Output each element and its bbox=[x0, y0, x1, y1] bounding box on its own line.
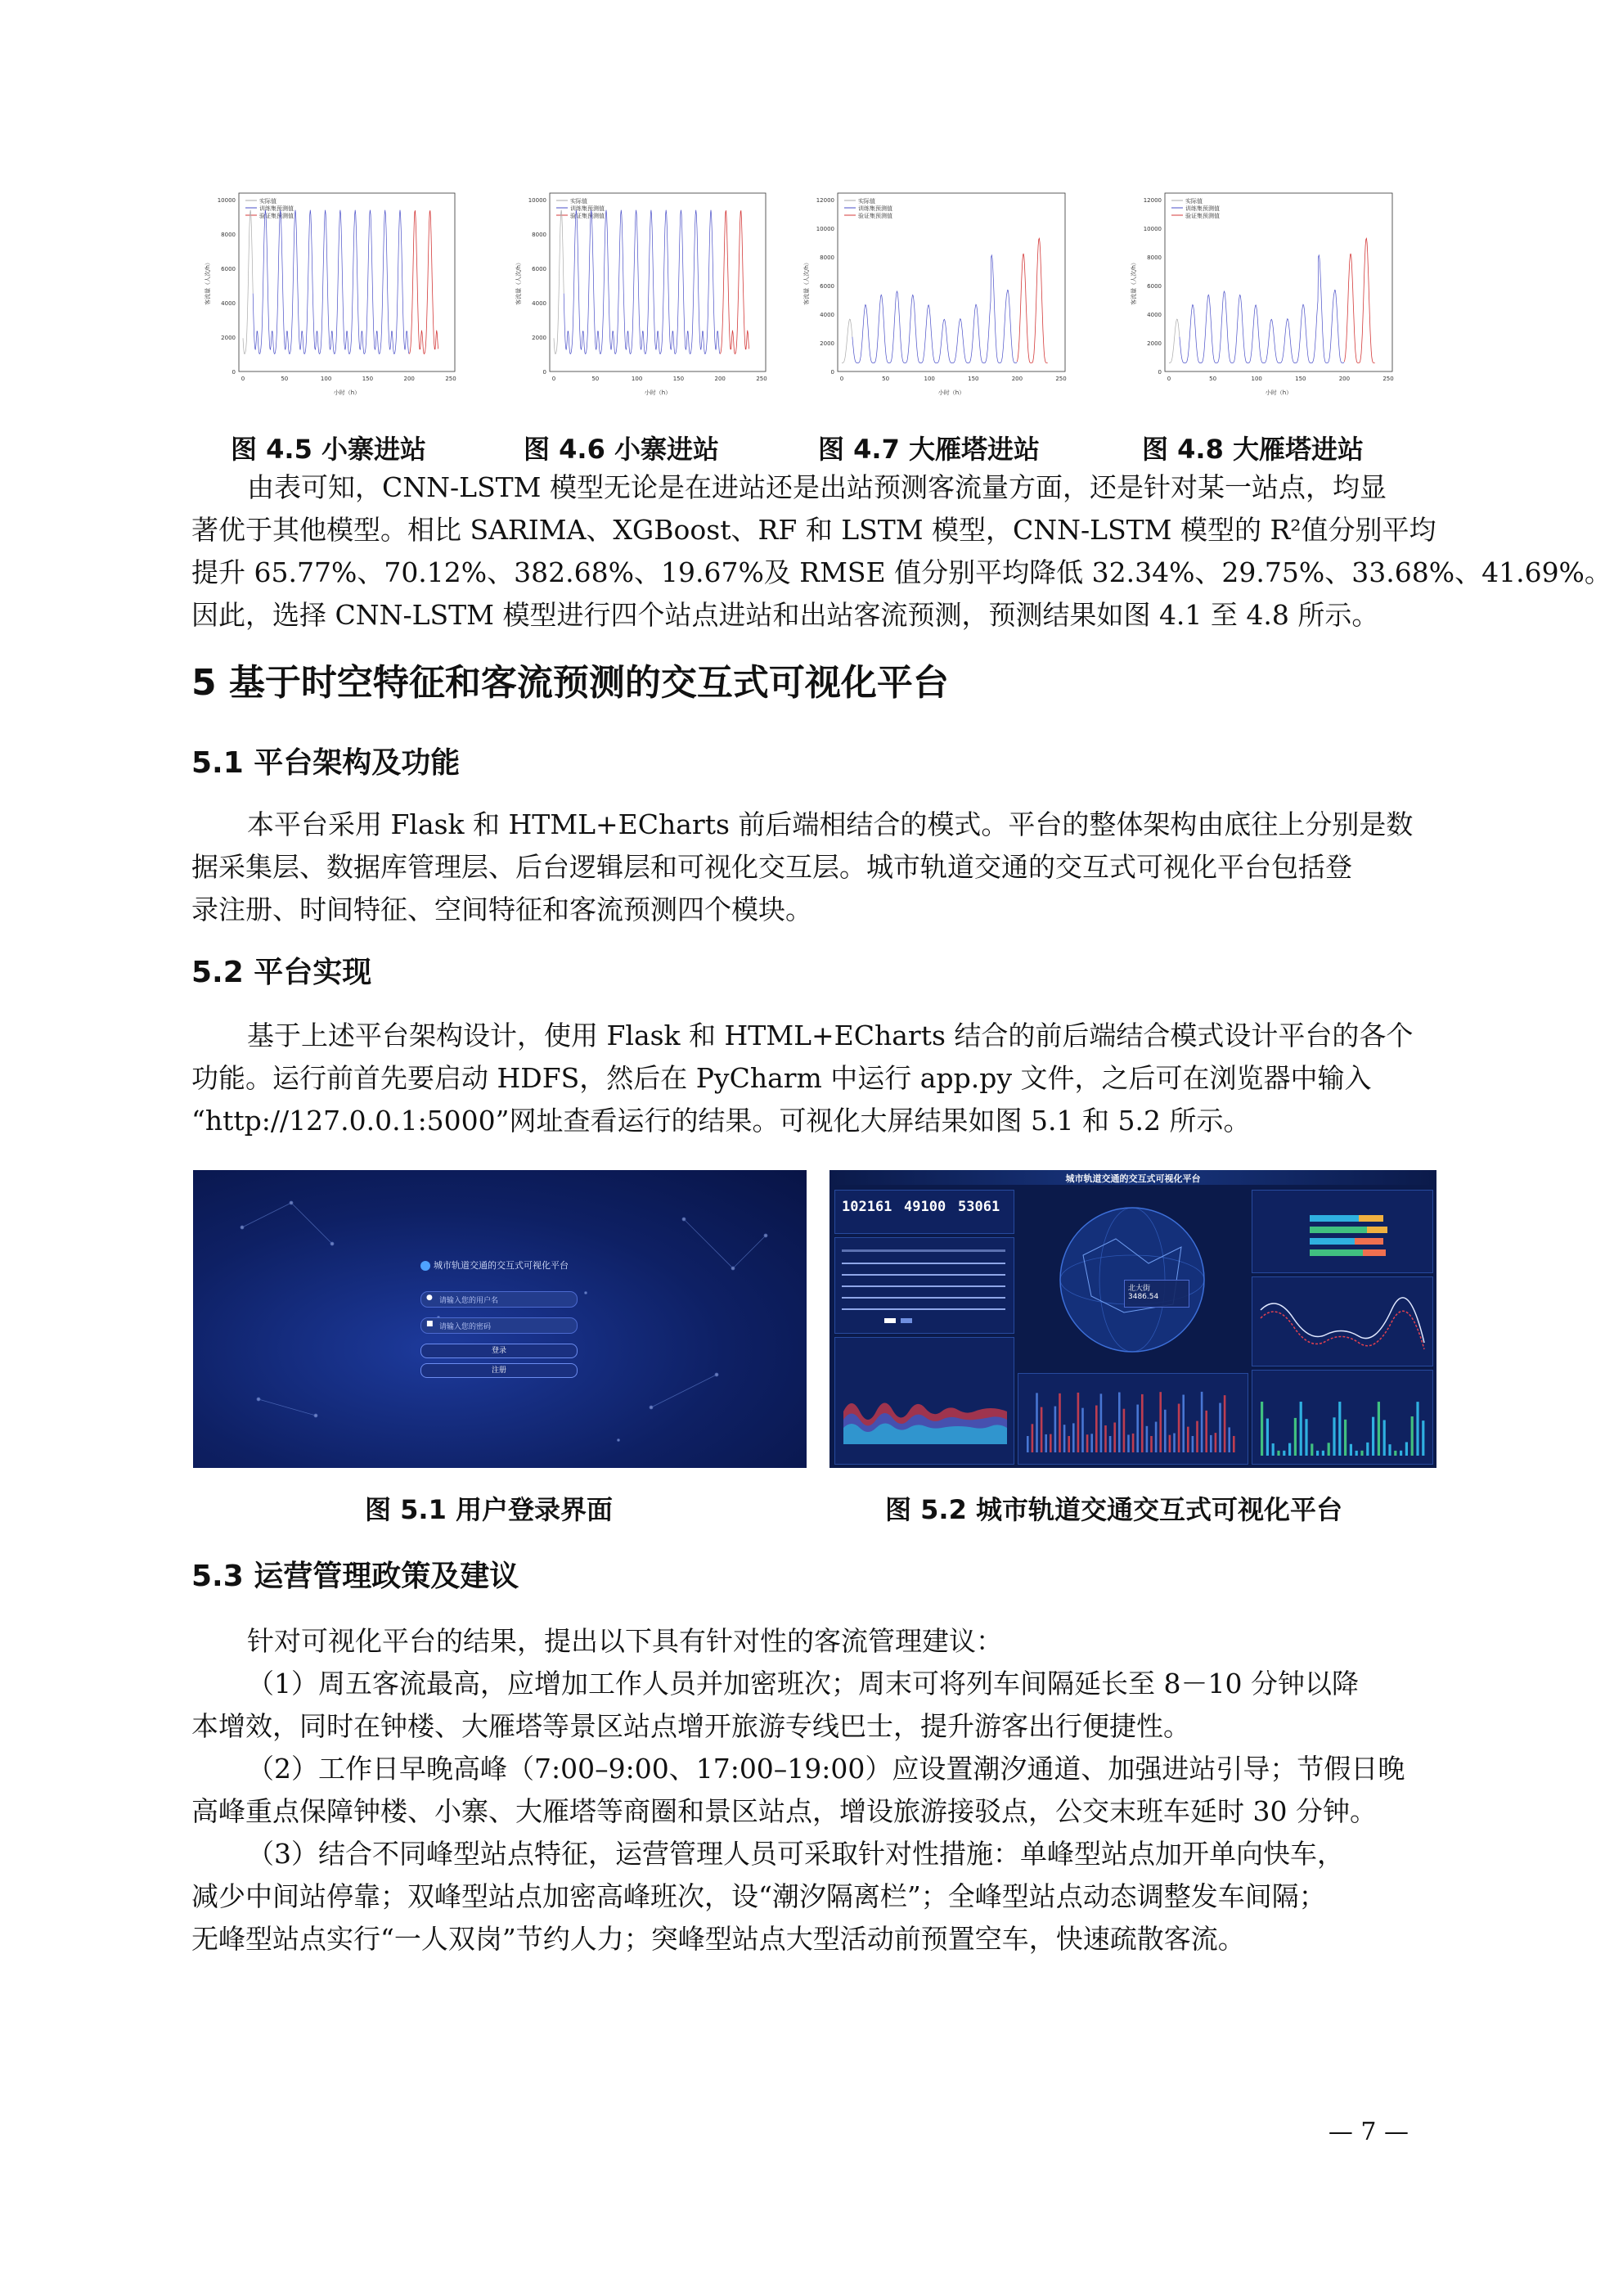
train-series bbox=[253, 210, 409, 354]
y-tick-label: 4000 bbox=[532, 300, 546, 307]
x-tick-label: 250 bbox=[445, 376, 456, 382]
forecast-bar bbox=[1095, 1406, 1098, 1452]
y-tick-label: 10000 bbox=[816, 226, 834, 232]
forecast-bar bbox=[1077, 1393, 1080, 1452]
x-tick-label: 250 bbox=[756, 376, 767, 382]
text-line: （1）周五客流最高，应增加工作人员并加密班次；周末可将列车间隔延长至 8－10 分钟以降 bbox=[247, 1668, 1359, 1699]
train-series bbox=[1180, 255, 1344, 363]
stat-total: 102161 bbox=[842, 1199, 892, 1215]
y-tick-label: 6000 bbox=[1147, 283, 1162, 290]
flow-bar bbox=[1372, 1417, 1374, 1456]
forecast-bar bbox=[1219, 1403, 1221, 1452]
y-tick-label: 2000 bbox=[532, 335, 546, 341]
y-tick-label: 0 bbox=[542, 369, 546, 376]
page-number: — 7 — bbox=[1328, 2118, 1409, 2146]
flow-bar bbox=[1400, 1451, 1402, 1456]
y-tick-label: 4000 bbox=[1147, 312, 1162, 318]
flow-bar bbox=[1283, 1451, 1285, 1456]
flow-bar bbox=[1360, 1451, 1363, 1456]
user-icon: ● bbox=[426, 1294, 433, 1302]
x-tick-label: 0 bbox=[241, 376, 245, 382]
register-button[interactable]: 注册 bbox=[420, 1363, 578, 1378]
flow-bar bbox=[1422, 1420, 1424, 1456]
figure-4-7-caption: 图 4.7 大雁塔进站 bbox=[818, 434, 1040, 465]
legend-label: 实际值 bbox=[259, 198, 276, 205]
flow-bar bbox=[1338, 1402, 1341, 1456]
data-table-panel bbox=[834, 1237, 1014, 1334]
forecast-bar bbox=[1100, 1393, 1103, 1452]
forecast-bar bbox=[1196, 1421, 1198, 1452]
forecast-bar bbox=[1054, 1407, 1057, 1452]
login-button[interactable]: 登录 bbox=[420, 1344, 578, 1358]
legend-label: 验证集预测值 bbox=[858, 213, 892, 219]
forecast-bar bbox=[1036, 1393, 1038, 1452]
flow-bar bbox=[1316, 1451, 1319, 1456]
x-tick-label: 200 bbox=[714, 376, 726, 382]
section-5-2-heading: 5.2 平台实现 bbox=[191, 956, 372, 989]
forecast-bar bbox=[1045, 1434, 1047, 1452]
forecast-bar bbox=[1210, 1435, 1212, 1452]
x-tick-label: 0 bbox=[839, 376, 844, 382]
figure-5-1-login-screenshot bbox=[193, 1170, 807, 1468]
validation-series bbox=[409, 210, 438, 353]
y-tick-label: 0 bbox=[830, 369, 834, 376]
line-chart-panel bbox=[1252, 1276, 1433, 1366]
x-tick-label: 150 bbox=[362, 376, 374, 382]
x-tick-label: 150 bbox=[968, 376, 979, 382]
hbar-chart-panel bbox=[1252, 1190, 1433, 1273]
x-tick-label: 0 bbox=[1167, 376, 1171, 382]
plot-frame bbox=[239, 193, 455, 371]
y-tick-label: 2000 bbox=[1147, 340, 1162, 347]
figure-5-2-caption: 图 5.2 城市轨道交通交互式可视化平台 bbox=[885, 1494, 1342, 1525]
x-axis-label: 小时（h） bbox=[1265, 389, 1293, 396]
x-tick-label: 100 bbox=[924, 376, 935, 382]
forecast-bar bbox=[1123, 1409, 1126, 1452]
legend-label: 训练集预测值 bbox=[1185, 205, 1220, 212]
forecast-bar bbox=[1109, 1436, 1112, 1452]
y-tick-label: 12000 bbox=[1143, 197, 1162, 204]
flow-bar bbox=[1322, 1451, 1324, 1456]
username-placeholder: 请输入您的用户名 bbox=[439, 1297, 499, 1305]
legend-label: 训练集预测值 bbox=[570, 205, 605, 212]
x-tick-label: 100 bbox=[631, 376, 643, 382]
forecast-bar bbox=[1228, 1427, 1230, 1452]
x-tick-label: 50 bbox=[591, 376, 600, 382]
line-chart bbox=[1252, 1277, 1432, 1366]
figure-4-6-plot bbox=[510, 185, 774, 399]
x-tick-label: 0 bbox=[551, 376, 556, 382]
username-input[interactable] bbox=[420, 1291, 578, 1308]
forecast-bar bbox=[1155, 1422, 1158, 1452]
legend-label: 训练集预测值 bbox=[259, 205, 294, 212]
forecast-bar bbox=[1032, 1424, 1034, 1452]
legend-label: 实际值 bbox=[858, 198, 875, 205]
forecast-bar bbox=[1178, 1404, 1180, 1452]
stats-panel bbox=[834, 1190, 1014, 1234]
forecast-bar bbox=[1215, 1433, 1217, 1452]
legend-label: 验证集预测值 bbox=[570, 213, 605, 219]
forecast-bar bbox=[1187, 1427, 1189, 1452]
table-rows bbox=[835, 1238, 1014, 1333]
paragraph-recommendations bbox=[191, 1620, 1435, 1961]
forecast-bar bbox=[1192, 1436, 1194, 1452]
plot-frame bbox=[550, 193, 766, 371]
x-tick-label: 150 bbox=[1295, 376, 1306, 382]
y-tick-label: 6000 bbox=[532, 266, 546, 272]
y-tick-label: 8000 bbox=[820, 254, 834, 261]
text-line: 无峰型站点实行“一人双岗”节约人力；突峰型站点大型活动前预置空车，快速疏散客流。 bbox=[191, 1923, 1245, 1955]
paragraph-implementation bbox=[191, 1015, 1435, 1142]
area-chart bbox=[835, 1338, 1014, 1464]
forecast-bar bbox=[1159, 1392, 1162, 1452]
forecast-bar bbox=[1164, 1410, 1167, 1452]
flow-bar bbox=[1261, 1402, 1263, 1456]
flow-bar bbox=[1266, 1419, 1269, 1456]
text-line: 针对可视化平台的结果，提出以下具有针对性的客流管理建议： bbox=[247, 1625, 1003, 1657]
forecast-bar bbox=[1086, 1434, 1089, 1452]
actual-series bbox=[243, 210, 253, 354]
flow-bar bbox=[1305, 1419, 1307, 1456]
legend-label: 训练集预测值 bbox=[858, 205, 892, 212]
y-tick-label: 6000 bbox=[221, 266, 236, 272]
figure-4-7-plot bbox=[798, 185, 1073, 399]
y-tick-label: 8000 bbox=[221, 232, 236, 238]
plot-frame bbox=[1165, 193, 1392, 371]
forecast-bar bbox=[1027, 1436, 1029, 1452]
plot-frame bbox=[838, 193, 1065, 371]
flow-bar bbox=[1378, 1402, 1380, 1456]
forecast-bar bbox=[1063, 1425, 1066, 1452]
forecast-bar bbox=[1201, 1392, 1203, 1452]
y-tick-label: 4000 bbox=[221, 300, 236, 307]
y-axis-label: 客流量（人次/h） bbox=[803, 259, 810, 305]
figure-4-8-caption: 图 4.8 大雁塔进站 bbox=[1142, 434, 1364, 465]
y-tick-label: 10000 bbox=[217, 197, 236, 204]
y-axis-label: 客流量（人次/h） bbox=[205, 259, 211, 305]
text-line: 录注册、时间特征、空间特征和客流预测四个模块。 bbox=[191, 894, 812, 925]
y-tick-label: 10000 bbox=[528, 197, 546, 204]
y-tick-label: 8000 bbox=[1147, 254, 1162, 261]
y-tick-label: 2000 bbox=[820, 340, 834, 347]
y-axis-label: 客流量（人次/h） bbox=[515, 259, 522, 305]
x-tick-label: 50 bbox=[281, 376, 289, 382]
y-tick-label: 6000 bbox=[820, 283, 834, 290]
vertical-bar-chart bbox=[1252, 1371, 1432, 1464]
forecast-chart-panel bbox=[1018, 1373, 1248, 1465]
forecast-bar bbox=[1127, 1434, 1130, 1452]
text-line: 由表可知，CNN-LSTM 模型无论是在进站还是出站预测客流量方面，还是针对某一站点，均显 bbox=[247, 471, 1387, 503]
actual-series bbox=[842, 319, 852, 363]
forecast-bar bbox=[1132, 1434, 1135, 1452]
flow-bar bbox=[1388, 1444, 1391, 1456]
section-5-heading: 5 基于时空特征和客流预测的交互式可视化平台 bbox=[191, 662, 949, 704]
flow-bar bbox=[1272, 1443, 1275, 1456]
figure-4-5-plot bbox=[200, 185, 463, 399]
x-tick-label: 200 bbox=[1338, 376, 1351, 382]
forecast-bar bbox=[1081, 1408, 1084, 1452]
flow-bar bbox=[1411, 1416, 1414, 1456]
flow-bar bbox=[1416, 1402, 1418, 1456]
x-tick-label: 150 bbox=[672, 376, 685, 382]
text-line: 本增效，同时在钟楼、大雁塔等景区站点增开旅游专线巴士，提升游客出行便捷性。 bbox=[191, 1710, 1190, 1742]
text-line: 著优于其他模型。相比 SARIMA、XGBoost、RF 和 LSTM 模型，CNN-LSTM 模型的 R²值分别平均 bbox=[191, 514, 1436, 546]
figure-4-8-plot bbox=[1126, 185, 1400, 399]
login-title bbox=[420, 1258, 569, 1272]
map-tooltip bbox=[1124, 1280, 1189, 1308]
x-tick-label: 50 bbox=[1209, 376, 1217, 382]
text-line: “http://127.0.0.1:5000”网址查看运行的结果。可视化大屏结果如图 5.1 和 5.2 所示。 bbox=[191, 1105, 1251, 1137]
section-5-1-heading: 5.1 平台架构及功能 bbox=[191, 746, 461, 780]
flow-bar bbox=[1277, 1451, 1279, 1456]
y-tick-label: 8000 bbox=[532, 232, 546, 238]
flow-bar bbox=[1328, 1443, 1330, 1456]
forecast-bar bbox=[1068, 1436, 1070, 1452]
forecast-bar bbox=[1150, 1436, 1153, 1452]
y-tick-label: 12000 bbox=[816, 197, 834, 204]
flow-bar bbox=[1405, 1442, 1408, 1456]
stat-in: 49100 bbox=[904, 1199, 946, 1215]
flow-bar bbox=[1394, 1451, 1396, 1456]
paragraph-architecture bbox=[191, 804, 1435, 931]
text-line: 减少中间站停靠；双峰型站点加密高峰班次，设“潮汐隔离栏”；全峰型站点动态调整发车间隔； bbox=[191, 1880, 1326, 1912]
x-tick-label: 250 bbox=[1382, 376, 1394, 382]
x-tick-label: 200 bbox=[403, 376, 415, 382]
flow-bar bbox=[1288, 1443, 1291, 1456]
legend-label: 验证集预测值 bbox=[259, 213, 294, 219]
logo-icon bbox=[420, 1261, 430, 1271]
text-line: 提升 65.77%、70.12%、382.68%、19.67%及 RMSE 值分别平均降低 32.34%、29.75%、33.68%、41.69%。 bbox=[191, 556, 1612, 588]
y-tick-label: 0 bbox=[232, 369, 236, 376]
flow-bar bbox=[1344, 1420, 1347, 1456]
flow-bar bbox=[1366, 1443, 1369, 1456]
x-tick-label: 200 bbox=[1011, 376, 1023, 382]
text-line: 因此，选择 CNN-LSTM 模型进行四个站点进站和出站客流预测，预测结果如图 4.1 至 4.8 所示。 bbox=[191, 599, 1379, 631]
text-line: 据采集层、数据库管理层、后台逻辑层和可视化交互层。城市轨道交通的交互式可视化平台包括登 bbox=[191, 851, 1352, 883]
forecast-bar bbox=[1169, 1435, 1171, 1452]
y-axis-label: 客流量（人次/h） bbox=[1131, 259, 1137, 305]
x-tick-label: 100 bbox=[320, 376, 332, 382]
text-line: （2）工作日早晚高峰（7:00–9:00、17:00–19:00）应设置潮汐通道、加强进站引导；节假日晚 bbox=[247, 1753, 1405, 1785]
validation-series bbox=[1344, 238, 1374, 362]
y-tick-label: 4000 bbox=[820, 312, 834, 318]
legend-label: 验证集预测值 bbox=[1185, 213, 1220, 219]
forecast-bar bbox=[1182, 1395, 1185, 1452]
forecast-bar bbox=[1224, 1395, 1226, 1452]
forecast-bar bbox=[1233, 1436, 1235, 1452]
validation-series bbox=[1017, 238, 1047, 362]
flow-bar bbox=[1294, 1418, 1297, 1456]
forecast-bar bbox=[1050, 1434, 1052, 1452]
area-chart-panel bbox=[834, 1337, 1014, 1465]
text-line: （3）结合不同峰型站点特征，运营管理人员可采取针对性措施：单峰型站点加开单向快车， bbox=[247, 1838, 1344, 1870]
actual-series bbox=[1169, 319, 1180, 363]
forecast-bar bbox=[1205, 1411, 1207, 1452]
text-line: 功能。运行前首先要启动 HDFS，然后在 PyCharm 中运行 app.py 文件，之后可在浏览器中输入 bbox=[191, 1062, 1372, 1094]
x-tick-label: 50 bbox=[882, 376, 890, 382]
y-tick-label: 0 bbox=[1158, 369, 1162, 376]
vertical-bar-panel bbox=[1252, 1370, 1433, 1465]
forecast-bar bbox=[1059, 1393, 1061, 1452]
forecast-bar bbox=[1104, 1425, 1107, 1452]
x-axis-label: 小时（h） bbox=[644, 389, 672, 396]
figure-4-6-caption: 图 4.6 小寨进站 bbox=[524, 434, 719, 465]
y-tick-label: 2000 bbox=[221, 335, 236, 341]
tooltip-station: 北大街 bbox=[1128, 1285, 1151, 1293]
actual-series bbox=[554, 210, 564, 354]
figure-5-2-dashboard-screenshot bbox=[829, 1170, 1436, 1468]
section-5-3-heading: 5.3 运营管理政策及建议 bbox=[191, 1560, 519, 1593]
horizontal-bar-chart bbox=[1252, 1191, 1432, 1272]
flow-bar bbox=[1355, 1451, 1358, 1456]
flow-bar bbox=[1350, 1444, 1352, 1456]
legend-label: 实际值 bbox=[1185, 198, 1203, 205]
forecast-bar bbox=[1041, 1407, 1043, 1452]
validation-series bbox=[720, 210, 749, 353]
text-line: 基于上述平台架构设计，使用 Flask 和 HTML+ECharts 结合的前后端结合模式设计平台的各个 bbox=[247, 1020, 1414, 1051]
forecast-bar bbox=[1146, 1426, 1149, 1452]
figure-4-5-caption: 图 4.5 小寨进站 bbox=[231, 434, 426, 465]
train-series bbox=[564, 210, 720, 354]
forecast-bar bbox=[1173, 1434, 1176, 1452]
stat-out: 53061 bbox=[958, 1199, 1000, 1215]
flow-bar bbox=[1300, 1402, 1302, 1456]
forecast-bar bbox=[1118, 1393, 1121, 1452]
forecast-bar bbox=[1072, 1423, 1075, 1452]
x-tick-label: 250 bbox=[1055, 376, 1067, 382]
flow-bar bbox=[1383, 1420, 1386, 1456]
password-placeholder: 请输入您的密码 bbox=[439, 1323, 492, 1331]
dashboard-title: 城市轨道交通的交互式可视化平台 bbox=[1065, 1173, 1201, 1184]
text-line: 高峰重点保障钟楼、小寨、大雁塔等商圈和景区站点，增设旅游接驳点，公交末班车延时 30 分钟。 bbox=[191, 1795, 1377, 1827]
legend-label: 实际值 bbox=[570, 198, 587, 205]
forecast-bar bbox=[1136, 1405, 1139, 1452]
paragraph-model-comparison bbox=[191, 466, 1612, 637]
tooltip-value: 3486.54 bbox=[1128, 1293, 1159, 1301]
x-axis-label: 小时（h） bbox=[333, 389, 361, 396]
x-axis-label: 小时（h） bbox=[937, 389, 965, 396]
login-title-text: 城市轨道交通的交互式可视化平台 bbox=[434, 1260, 569, 1271]
y-tick-label: 10000 bbox=[1143, 226, 1162, 232]
forecast-bar bbox=[1141, 1394, 1144, 1452]
lock-icon: ■ bbox=[426, 1320, 434, 1328]
figure-5-1-caption: 图 5.1 用户登录界面 bbox=[365, 1494, 613, 1525]
forecast-bar bbox=[1090, 1434, 1093, 1452]
forecast-chart bbox=[1018, 1374, 1248, 1464]
forecast-bar bbox=[1113, 1422, 1116, 1452]
train-series bbox=[852, 255, 1017, 363]
password-input[interactable] bbox=[420, 1317, 578, 1334]
text-line: 本平台采用 Flask 和 HTML+ECharts 前后端相结合的模式。平台的整体架构由底往上分别是数 bbox=[247, 808, 1414, 840]
flow-bar bbox=[1311, 1443, 1313, 1456]
flow-bar bbox=[1333, 1417, 1335, 1456]
x-tick-label: 100 bbox=[1251, 376, 1262, 382]
